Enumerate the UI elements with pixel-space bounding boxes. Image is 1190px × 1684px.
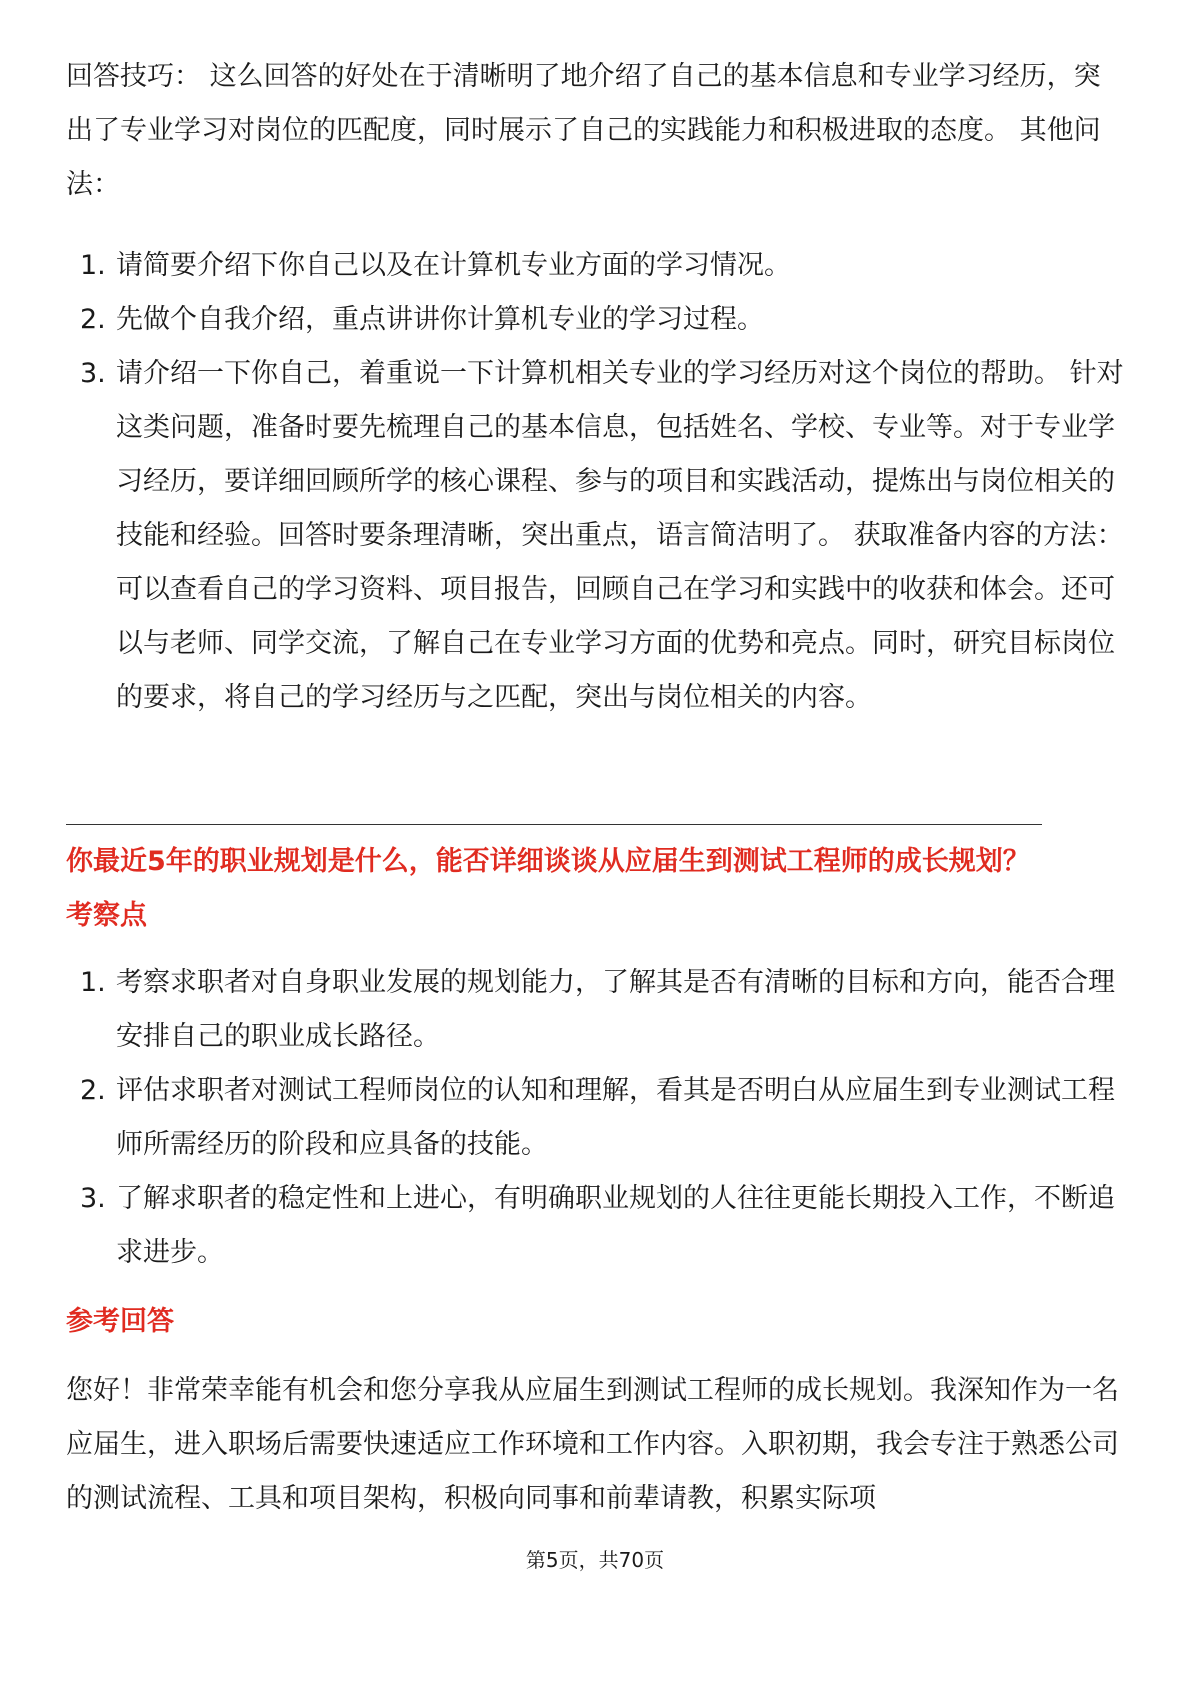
- list-item-text: 请简要介绍下你自己以及在计算机专业方面的学习情况。: [116, 250, 791, 281]
- section-divider: [66, 824, 1042, 825]
- list-number: 3.: [80, 358, 106, 389]
- list-item: [66, 293, 1126, 347]
- list-item-text: 了解求职者的稳定性和上进心，有明确职业规划的人往往更能长期投入工作，不断追求进步。: [116, 1183, 1115, 1268]
- list-item: [66, 1172, 1126, 1280]
- list-item-text: 请介绍一下你自己，着重说一下计算机相关专业的学习经历对这个岗位的帮助。 针对这类问题，准备时要先梳理自己的基本信息，包括姓名、学校、专业等。对于专业学习经历，要详细回顾所学的核心课程、参与的项目和实践活动，提炼出与岗位相关的技能和经验。回答时要条理清晰，突出重点，语言简洁明了。 获取准备内容的方法：可以查看自己的学习资料、项目报告，回顾自己在学习和实践中的收获和体会。还可以与老师、同学交流，了解自己在专业学习方面的优势和亮点。同时，研究目标岗位的要求，将自己的学习经历与之匹配，突出与岗位相关的内容。: [116, 358, 1124, 713]
- list-item: [66, 956, 1126, 1064]
- list-item-text: 先做个自我介绍，重点讲讲你计算机专业的学习过程。: [116, 304, 764, 335]
- list-number: 3.: [80, 1183, 106, 1214]
- list-item-text: 考察求职者对自身职业发展的规划能力，了解其是否有清晰的目标和方向，能否合理安排自己的职业成长路径。: [116, 967, 1115, 1052]
- other-questions-list: [66, 239, 1126, 725]
- list-item: [66, 239, 1126, 293]
- answer-heading: 参考回答: [66, 1306, 174, 1337]
- list-item: [66, 347, 1126, 725]
- focus-points-list: [66, 956, 1126, 1280]
- page-number-footer: 第5页，共70页: [525, 1548, 665, 1572]
- answer-tip-paragraph: 回答技巧： 这么回答的好处在于清晰明了地介绍了自己的基本信息和专业学习经历，突出了专业学习对岗位的匹配度，同时展示了自己的实践能力和积极进取的态度。 其他问法：: [66, 61, 1101, 200]
- reference-answer-paragraph: 您好！非常荣幸能有机会和您分享我从应届生到测试工程师的成长规划。我深知作为一名应届生，进入职场后需要快速适应工作环境和工作内容。入职初期，我会专注于熟悉公司的测试流程、工具和项目架构，积极向同事和前辈请教，积累实际项: [66, 1375, 1119, 1514]
- list-number: 1.: [80, 967, 106, 998]
- list-item: [66, 1064, 1126, 1172]
- list-number: 1.: [80, 250, 106, 281]
- focus-heading: 考察点: [66, 900, 147, 931]
- question-title: 你最近5年的职业规划是什么，能否详细谈谈从应届生到测试工程师的成长规划？: [66, 846, 1030, 877]
- list-item-text: 评估求职者对测试工程师岗位的认知和理解，看其是否明白从应届生到专业测试工程师所需经历的阶段和应具备的技能。: [116, 1075, 1115, 1160]
- list-number: 2.: [80, 1075, 106, 1106]
- list-number: 2.: [80, 304, 106, 335]
